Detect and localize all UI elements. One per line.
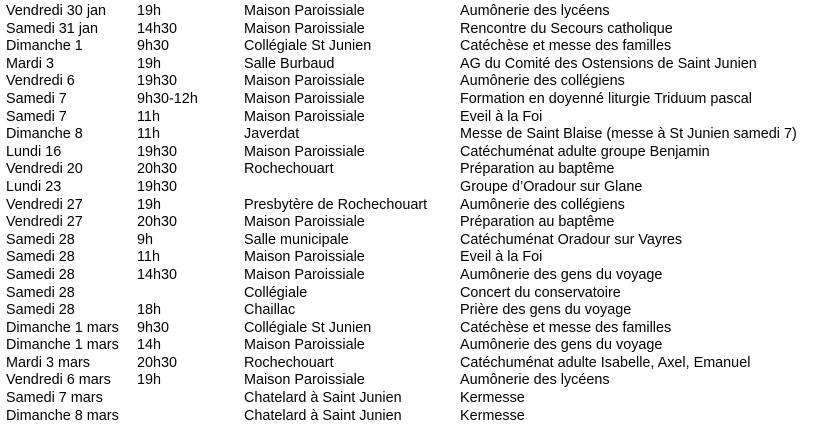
place-cell: Collégiale	[244, 284, 308, 301]
place-cell: Salle municipale	[244, 231, 349, 248]
event-cell: Catéchuménat adulte groupe Benjamin	[460, 143, 710, 160]
place-cell: Maison Paroissiale	[244, 108, 365, 125]
table-row	[6, 38, 831, 56]
event-cell: Préparation au baptême	[460, 161, 615, 178]
time-cell: 9h	[137, 231, 154, 248]
date-cell: Samedi 28	[6, 284, 75, 301]
schedule-table	[6, 3, 831, 425]
event-cell: Catéchuménat Oradour sur Vayres	[460, 231, 683, 248]
date-cell: Vendredi 27	[6, 214, 83, 231]
table-row	[6, 355, 831, 373]
event-cell: Catéchèse et messe des familles	[460, 38, 672, 55]
time-cell: 14h	[137, 337, 162, 354]
date-cell: Samedi 7 mars	[6, 390, 103, 407]
event-cell: Groupe d’Oradour sur Glane	[460, 178, 643, 195]
date-cell: Vendredi 27	[6, 196, 83, 213]
table-row	[6, 337, 831, 355]
time-cell: 20h30	[137, 214, 178, 231]
time-cell: 19h	[137, 196, 162, 213]
table-row	[6, 232, 831, 250]
time-cell: 11h	[137, 108, 160, 125]
event-cell: Kermesse	[460, 407, 525, 424]
event-cell: Préparation au baptême	[460, 214, 615, 231]
table-row	[6, 73, 831, 91]
time-cell: 19h30	[137, 143, 178, 160]
date-cell: Mardi 3	[6, 55, 54, 72]
place-cell: Maison Paroissiale	[244, 372, 365, 389]
table-row	[6, 249, 831, 267]
date-cell: Samedi 31 jan	[6, 20, 99, 37]
place-cell: Maison Paroissiale	[244, 249, 365, 266]
date-cell: Dimanche 1	[6, 38, 83, 55]
place-cell: Maison Paroissiale	[244, 266, 365, 283]
time-cell: 9h30	[137, 319, 170, 336]
time-cell: 9h30	[137, 38, 170, 55]
event-cell: Formation en doyenné liturgie Triduum pascal	[460, 90, 752, 107]
event-cell: Aumônerie des collégiens	[460, 73, 625, 90]
time-cell: 14h30	[137, 20, 178, 37]
table-row	[6, 197, 831, 215]
time-cell	[137, 390, 244, 408]
table-row	[6, 161, 831, 179]
date-cell: Samedi 28	[6, 302, 75, 319]
time-cell: 9h30-12h	[137, 90, 198, 107]
place-cell: Maison Paroissiale	[244, 337, 365, 354]
time-cell: 19h	[137, 372, 162, 389]
table-row	[6, 126, 831, 144]
place-cell: Maison Paroissiale	[244, 73, 365, 90]
place-cell: Rochechouart	[244, 161, 334, 178]
event-cell: Aumônerie des gens du voyage	[460, 266, 663, 283]
table-row	[6, 408, 831, 426]
date-cell: Samedi 7	[6, 90, 67, 107]
date-cell: Lundi 23	[6, 178, 62, 195]
time-cell: 20h30	[137, 161, 178, 178]
date-cell: Samedi 28	[6, 231, 75, 248]
event-cell: Messe de Saint Blaise (messe à St Junien samedi 7)	[460, 126, 797, 143]
event-cell: Aumônerie des lycéens	[460, 3, 610, 19]
event-cell: Eveil à la Foi	[460, 249, 543, 266]
date-cell: Vendredi 20	[6, 161, 83, 178]
table-row	[6, 109, 831, 127]
time-cell	[137, 408, 244, 426]
place-cell: Chatelard à Saint Junien	[244, 407, 402, 424]
table-row	[6, 21, 831, 39]
place-cell: Salle Burbaud	[244, 55, 335, 72]
event-cell: Catéchèse et messe des familles	[460, 319, 672, 336]
place-cell: Maison Paroissiale	[244, 90, 365, 107]
time-cell: 14h30	[137, 266, 178, 283]
time-cell: 11h	[137, 126, 160, 143]
table-row	[6, 302, 831, 320]
table-row	[6, 179, 831, 197]
date-cell: Dimanche 8 mars	[6, 407, 119, 424]
event-cell: Eveil à la Foi	[460, 108, 543, 125]
date-cell: Dimanche 1 mars	[6, 319, 119, 336]
date-cell: Samedi 7	[6, 108, 67, 125]
place-cell: Maison Paroissiale	[244, 3, 365, 19]
date-cell: Dimanche 1 mars	[6, 337, 119, 354]
place-cell: Maison Paroissiale	[244, 214, 365, 231]
time-cell: 11h	[137, 249, 160, 266]
place-cell: Collégiale St Junien	[244, 38, 372, 55]
date-cell: Vendredi 6	[6, 73, 75, 90]
event-cell: Rencontre du Secours catholique	[460, 20, 673, 37]
table-row	[6, 372, 831, 390]
table-row	[6, 91, 831, 109]
event-cell: AG du Comité des Ostensions de Saint Junien	[460, 55, 757, 72]
table-row	[6, 267, 831, 285]
date-cell: Mardi 3 mars	[6, 354, 90, 371]
event-cell: Concert du conservatoire	[460, 284, 621, 301]
table-row	[6, 56, 831, 74]
date-cell: Vendredi 30 jan	[6, 3, 107, 19]
place-cell: Rochechouart	[244, 354, 334, 371]
date-cell: Vendredi 6 mars	[6, 372, 111, 389]
time-cell: 19h30	[137, 178, 178, 195]
event-cell: Aumônerie des collégiens	[460, 196, 625, 213]
place-cell: Javerdat	[244, 126, 300, 143]
event-cell: Catéchuménat adulte Isabelle, Axel, Emanuel	[460, 354, 751, 371]
place-cell: Collégiale St Junien	[244, 319, 372, 336]
time-cell	[137, 285, 244, 303]
date-cell: Samedi 28	[6, 249, 75, 266]
event-cell: Kermesse	[460, 390, 525, 407]
event-cell: Aumônerie des lycéens	[460, 372, 610, 389]
table-row	[6, 390, 831, 408]
time-cell: 19h	[137, 55, 162, 72]
date-cell: Samedi 28	[6, 266, 75, 283]
table-row	[6, 320, 831, 338]
time-cell: 19h30	[137, 73, 178, 90]
place-cell: Maison Paroissiale	[244, 20, 365, 37]
time-cell: 19h	[137, 3, 162, 19]
date-cell: Dimanche 8	[6, 126, 83, 143]
date-cell: Lundi 16	[6, 143, 62, 160]
place-cell: Chaillac	[244, 302, 296, 319]
event-cell: Aumônerie des gens du voyage	[460, 337, 663, 354]
place-cell: Chatelard à Saint Junien	[244, 390, 402, 407]
place-cell	[244, 179, 460, 197]
table-row	[6, 144, 831, 162]
place-cell: Presbytère de Rochechouart	[244, 196, 428, 213]
time-cell: 18h	[137, 302, 162, 319]
table-row	[6, 285, 831, 303]
place-cell: Maison Paroissiale	[244, 143, 365, 160]
time-cell: 20h30	[137, 354, 178, 371]
table-row	[6, 214, 831, 232]
event-cell: Prière des gens du voyage	[460, 302, 632, 319]
table-row	[6, 3, 831, 21]
